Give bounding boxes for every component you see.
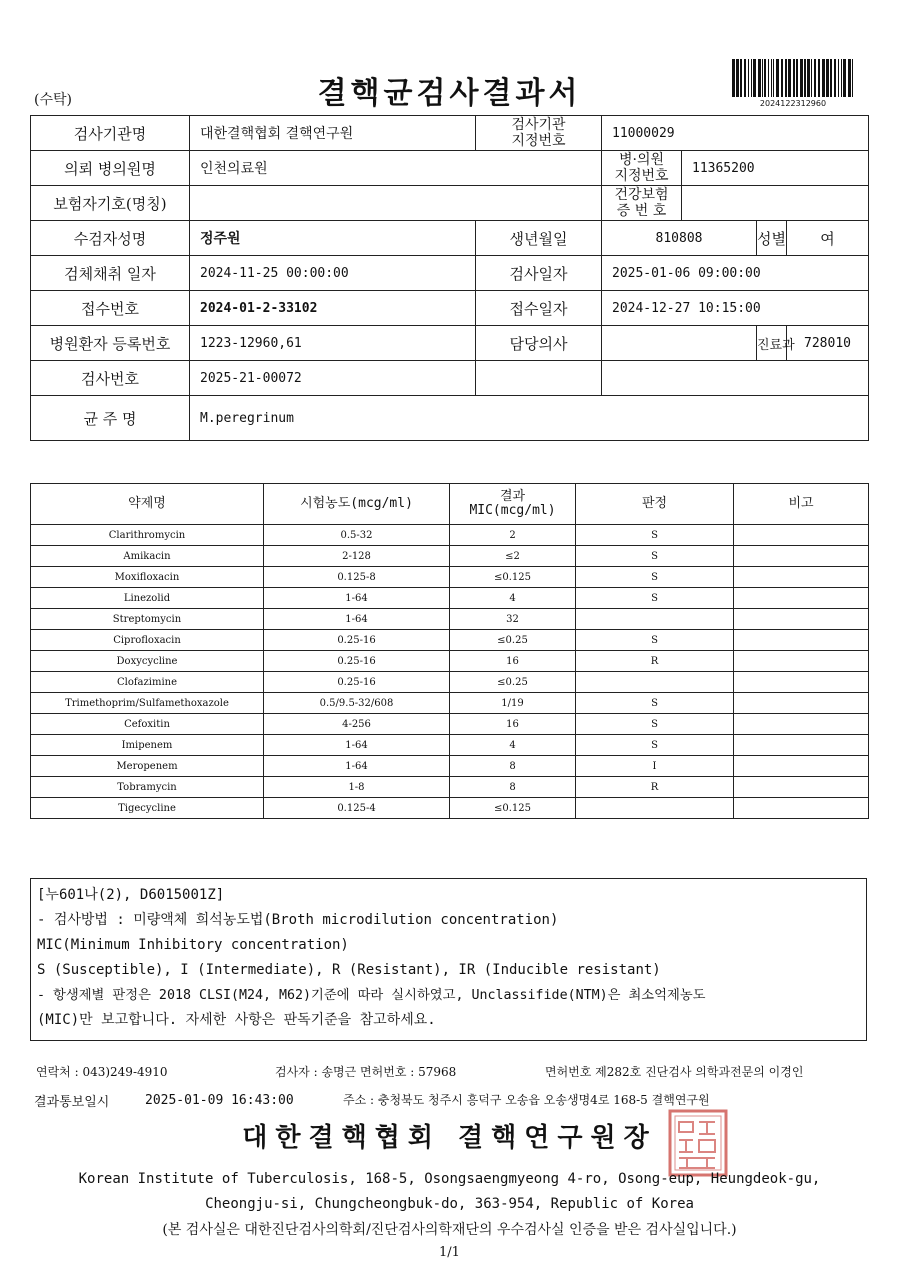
mic-cell: ≤0.125 <box>450 798 576 819</box>
report-datetime-value: 2025-01-09 16:43:00 <box>145 1093 294 1108</box>
page-number: 1/1 <box>439 1245 460 1260</box>
remark-cell <box>734 567 869 588</box>
remark-cell <box>734 546 869 567</box>
conc-cell: 1-64 <box>264 609 450 630</box>
judgement-cell: S <box>576 525 734 546</box>
mic-cell: 4 <box>450 588 576 609</box>
judgement-cell: S <box>576 567 734 588</box>
copy-label: (수탁) <box>34 92 72 108</box>
judgement-cell: S <box>576 693 734 714</box>
mic-cell: 1/19 <box>450 693 576 714</box>
note-line: S (Susceptible), I (Intermediate), R (Resistant), IR (Inducible resistant) <box>37 962 661 978</box>
license-info: 면허번호 제282호 진단검사 의학과전문의 이경인 <box>545 1065 804 1079</box>
test-date-value: 2025-01-06 09:00:00 <box>602 256 869 291</box>
patient-label: 수검자성명 <box>31 221 190 256</box>
remark-cell <box>734 735 869 756</box>
judgement-cell: S <box>576 546 734 567</box>
birth-value: 810808 <box>602 221 757 256</box>
table-row <box>31 588 869 609</box>
sex-label: 성별 <box>757 221 787 256</box>
judgement-cell: I <box>576 756 734 777</box>
conc-cell: 1-64 <box>264 735 450 756</box>
mic-cell: 8 <box>450 756 576 777</box>
drug-cell: Meropenem <box>31 756 264 777</box>
conc-cell: 0.125-4 <box>264 798 450 819</box>
seal-stamp-icon <box>667 1108 729 1178</box>
drug-cell: Linezolid <box>31 588 264 609</box>
mic-cell: 4 <box>450 735 576 756</box>
table-row <box>31 672 869 693</box>
receipt-no-label: 접수번호 <box>31 291 190 326</box>
reg-no-value: 1223-12960,61 <box>190 326 476 361</box>
remark-cell <box>734 714 869 735</box>
insured-value <box>190 186 602 221</box>
receipt-date-value: 2024-12-27 10:15:00 <box>602 291 869 326</box>
table-row <box>31 693 869 714</box>
conc-cell: 0.5-32 <box>264 525 450 546</box>
remark-cell <box>734 693 869 714</box>
conc-cell: 0.25-16 <box>264 672 450 693</box>
mic-cell: 32 <box>450 609 576 630</box>
conc-cell: 0.25-16 <box>264 630 450 651</box>
accreditation-note: (본 검사실은 대한진단검사의학회/진단검사의학재단의 우수검사실 인증을 받은 검사실입니다.) <box>162 1222 737 1238</box>
drug-cell: Ciprofloxacin <box>31 630 264 651</box>
remark-cell <box>734 798 869 819</box>
conc-cell: 1-64 <box>264 588 450 609</box>
note-line: MIC(Minimum Inhibitory concentration) <box>37 937 349 953</box>
judgement-cell: R <box>576 651 734 672</box>
mic-cell: ≤2 <box>450 546 576 567</box>
mic-header-top: 결과 <box>499 489 526 504</box>
conc-cell: 1-8 <box>264 777 450 798</box>
remark-cell <box>734 777 869 798</box>
conc-cell: 1-64 <box>264 756 450 777</box>
table-row <box>31 609 869 630</box>
barcode-icon <box>731 59 855 97</box>
judgement-header: 판정 <box>576 484 734 525</box>
birth-label: 생년월일 <box>476 221 602 256</box>
test-no-label: 검사번호 <box>31 361 190 396</box>
insured-label: 보험자기호(명칭) <box>31 186 190 221</box>
species-label: 균 주 명 <box>31 396 190 441</box>
health-ins-value <box>682 186 869 221</box>
barcode-number: 2024122312960 <box>759 99 827 108</box>
hospital-value: 인천의료원 <box>190 151 602 186</box>
mic-cell: ≤0.125 <box>450 567 576 588</box>
note-line: (MIC)만 보고합니다. 자세한 사항은 판독기준을 참고하세요. <box>37 1012 436 1028</box>
table-row <box>31 630 869 651</box>
organization-title: 대한결핵협회 결핵연구원장 <box>242 1123 657 1153</box>
drug-cell: Tobramycin <box>31 777 264 798</box>
test-no-value: 2025-21-00072 <box>190 361 476 396</box>
judgement-cell: S <box>576 588 734 609</box>
susceptibility-table <box>30 483 869 819</box>
collect-date-value: 2024-11-25 00:00:00 <box>190 256 476 291</box>
judgement-cell: S <box>576 630 734 651</box>
dept-value: 728010 <box>787 326 869 361</box>
judgement-cell: S <box>576 735 734 756</box>
note-line: - 항생제별 판정은 2018 CLSI(M24, M62)기준에 따라 실시하였고, Unclassifide(NTM)은 최소억제농도 <box>37 988 706 1003</box>
test-no-extra <box>476 361 602 396</box>
mic-cell: 16 <box>450 651 576 672</box>
table-row <box>31 525 869 546</box>
dept-label: 진료과 <box>757 326 787 361</box>
receipt-no-value: 2024-01-2-33102 <box>190 291 476 326</box>
doctor-value <box>602 326 757 361</box>
hosp-code-value: 11365200 <box>682 151 869 186</box>
contact-info: 연락처 : 043)249-4910 <box>36 1065 168 1079</box>
drug-cell: Moxifloxacin <box>31 567 264 588</box>
inst-code-label: 검사기관 지정번호 <box>476 116 602 151</box>
conc-cell: 4-256 <box>264 714 450 735</box>
conc-cell: 2-128 <box>264 546 450 567</box>
remark-cell <box>734 756 869 777</box>
mic-cell: 2 <box>450 525 576 546</box>
mic-cell: 16 <box>450 714 576 735</box>
drug-cell: Amikacin <box>31 546 264 567</box>
mic-cell: 8 <box>450 777 576 798</box>
remark-cell <box>734 588 869 609</box>
mic-cell: ≤0.25 <box>450 630 576 651</box>
doctor-label: 담당의사 <box>476 326 602 361</box>
drug-cell: Imipenem <box>31 735 264 756</box>
receipt-date-label: 접수일자 <box>476 291 602 326</box>
conc-header: 시험농도(mcg/ml) <box>264 484 450 525</box>
document-title: 결핵균검사결과서 <box>317 76 582 111</box>
judgement-cell <box>576 609 734 630</box>
institution-label: 검사기관명 <box>31 116 190 151</box>
inst-code-value: 11000029 <box>602 116 869 151</box>
remark-cell <box>734 609 869 630</box>
drug-cell: Doxycycline <box>31 651 264 672</box>
drug-cell: Tigecycline <box>31 798 264 819</box>
mic-header <box>450 484 576 525</box>
drug-cell: Streptomycin <box>31 609 264 630</box>
mic-cell: ≤0.25 <box>450 672 576 693</box>
collect-date-label: 검체채취 일자 <box>31 256 190 291</box>
note-line: - 검사방법 : 미량액체 희석농도법(Broth microdilution concentration) <box>37 912 559 928</box>
drug-header: 약제명 <box>31 484 264 525</box>
reg-no-label: 병원환자 등록번호 <box>31 326 190 361</box>
patient-info-table <box>30 115 869 441</box>
table-row <box>31 546 869 567</box>
remark-cell <box>734 651 869 672</box>
drug-cell: Trimethoprim/Sulfamethoxazole <box>31 693 264 714</box>
institution-value: 대한결핵협회 결핵연구원 <box>190 116 476 151</box>
hosp-code-label: 병·의원 지정번호 <box>602 151 682 186</box>
table-row <box>31 651 869 672</box>
mic-header-bottom: MIC(mcg/ml) <box>469 503 556 518</box>
drug-cell: Clarithromycin <box>31 525 264 546</box>
judgement-cell <box>576 672 734 693</box>
hospital-label: 의뢰 병의원명 <box>31 151 190 186</box>
remark-cell <box>734 672 869 693</box>
table-row <box>31 714 869 735</box>
judgement-cell: S <box>576 714 734 735</box>
conc-cell: 0.5/9.5-32/608 <box>264 693 450 714</box>
results-body <box>31 525 869 819</box>
english-address-line2: Cheongju-si, Chungcheongbuk-do, 363-954, Republic of Korea <box>205 1196 694 1212</box>
table-row <box>31 735 869 756</box>
test-date-label: 검사일자 <box>476 256 602 291</box>
note-line: [누601나(2), D6015001Z] <box>37 887 225 903</box>
conc-cell: 0.25-16 <box>264 651 450 672</box>
table-row <box>31 567 869 588</box>
drug-cell: Cefoxitin <box>31 714 264 735</box>
patient-name: 정주원 <box>190 221 476 256</box>
table-row <box>31 777 869 798</box>
judgement-cell: R <box>576 777 734 798</box>
judgement-cell <box>576 798 734 819</box>
species-value: M.peregrinum <box>190 396 869 441</box>
remark-cell <box>734 630 869 651</box>
drug-cell: Clofazimine <box>31 672 264 693</box>
report-datetime-label: 결과통보일시 <box>34 1095 110 1110</box>
english-address-line1: Korean Institute of Tuberculosis, 168-5, Osongsaengmyeong 4-ro, Osong-eup, Heungdeok-gu, <box>78 1171 821 1187</box>
conc-cell: 0.125-8 <box>264 567 450 588</box>
sex-value: 여 <box>787 221 869 256</box>
remarks-header: 비고 <box>734 484 869 525</box>
table-row <box>31 756 869 777</box>
notes-box <box>30 878 867 1041</box>
test-no-extra2 <box>602 361 869 396</box>
examiner-info: 검사자 : 송명근 면허번호 : 57968 <box>275 1065 457 1079</box>
table-row <box>31 798 869 819</box>
remark-cell <box>734 525 869 546</box>
address-info: 주소 : 충청북도 청주시 흥덕구 오송읍 오송생명4로 168-5 결핵연구원 <box>343 1093 710 1107</box>
health-ins-label: 건강보험 증 번 호 <box>602 186 682 221</box>
